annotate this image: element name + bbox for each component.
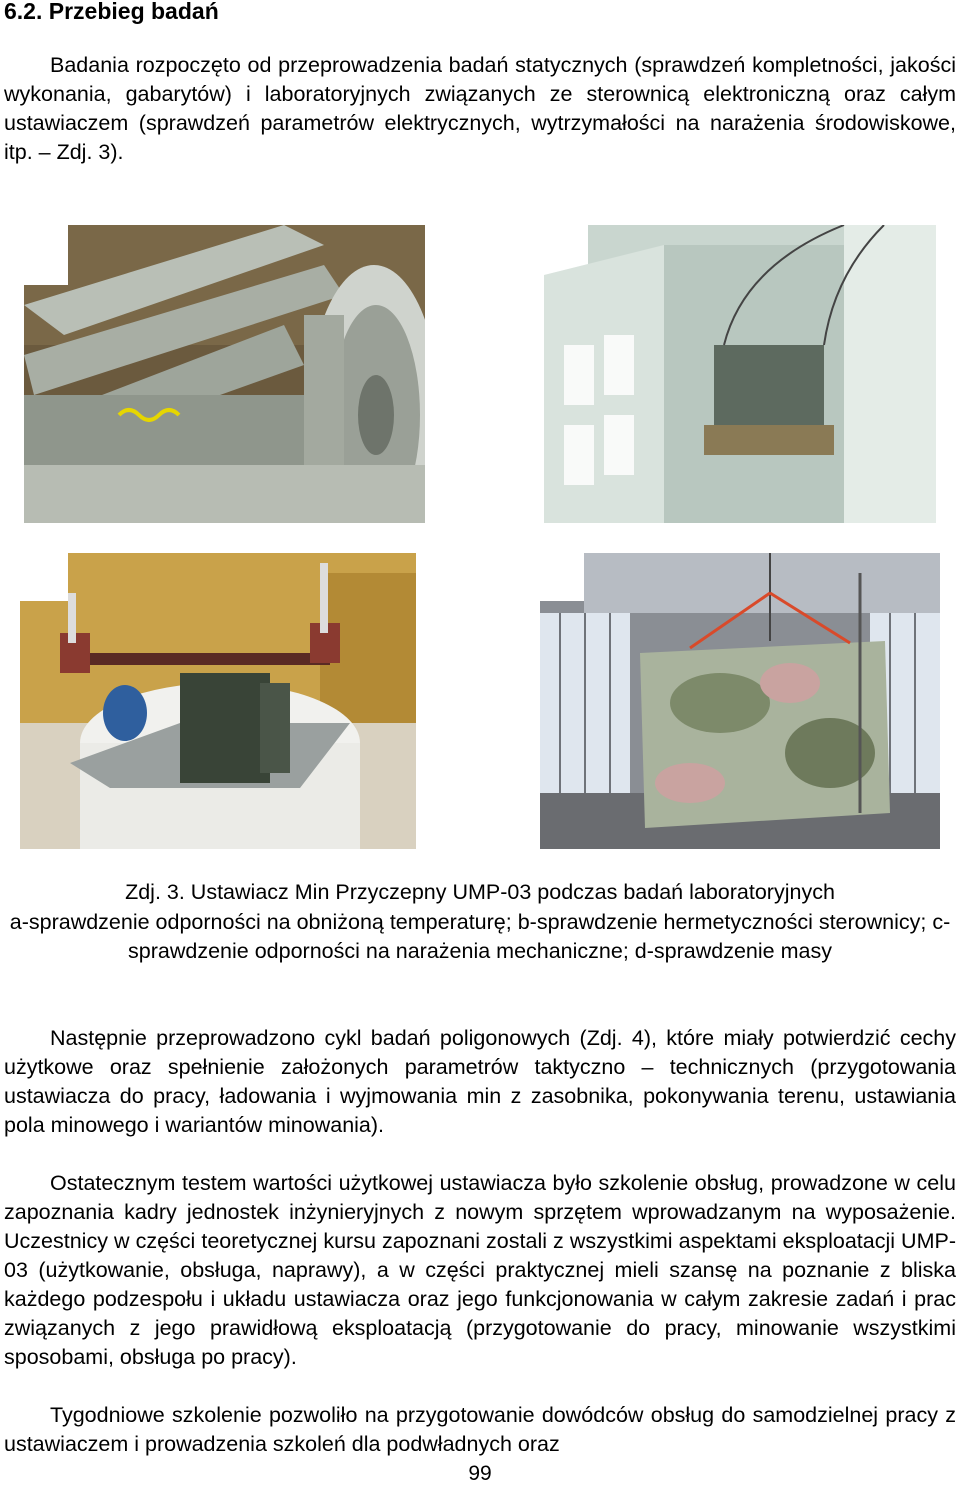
caption-description: a-sprawdzenie odporności na obniżoną temperaturę; b-sprawdzenie hermetyczności sterownicy; c-sprawdzenie odporności na narażenia mechaniczne; d-sprawdzenie masy — [9, 909, 951, 963]
paragraph-weekly-training: Tygodniowe szkolenie pozwoliło na przygotowanie dowódców obsług do samodzielnej pracy z ustawiaczem i prowadzenia szkoleń dla podwładnych oraz — [4, 1403, 956, 1456]
photo-a-low-temperature — [24, 225, 425, 523]
photo-c-mechanical — [20, 553, 416, 849]
paragraph-training: Ostatecznym testem wartości użytkowej ustawiacza było szkolenie obsług, prowadzone w celu zapoznania kadry jednostek inżynieryjnych z nowym sprzętem wprowadzanym na wyposażenie. Uczestnicy w części teoretycznej kursu zapoznani zostali z wszystkimi aspektami eksploatacji UMP-03 (użytkowanie, obsługa, naprawy), a w części praktycznej mieli szansę na poznanie z bliska każdego podzespołu i układu ustawiacza oraz jego funkcjonowania w całym zakresie zadań i prac związanych z jego prawidłową eksploatacją (przygotowanie do pracy, minowanie wszystkimi sposobami, obsługa po pracy). — [4, 1171, 956, 1369]
photo-b-hermeticity — [544, 225, 936, 523]
caption-title: Zdj. 3. Ustawiacz Min Przyczepny UMP-03 podczas badań laboratoryjnych — [125, 880, 835, 904]
section-heading: 6.2. Przebieg badań — [4, 0, 219, 24]
paragraph-field-tests: Następnie przeprowadzono cykl badań poligonowych (Zdj. 4), które miały potwierdzić cechy użytkowe oraz spełnienie założonych parametrów taktyczno – technicznych (przygotowania ustawiacza do pracy, ładowania i wyjmowania min z zasobnika, pokonywania terenu, ustawiania pola minowego i wariantów minowania). — [4, 1026, 956, 1137]
photo-d-mass — [540, 553, 940, 849]
paragraph-intro: Badania rozpoczęto od przeprowadzenia badań statycznych (sprawdzeń kompletności, jakości wykonania, gabarytów) i laboratoryjnych związanych ze sterownicą elektroniczną oraz całym ustawiaczem (sprawdzeń parametrów elektrycznych, wytrzymałości na narażenia środowiskowe, itp. – Zdj. 3). — [4, 53, 956, 164]
figure-caption — [4, 878, 956, 967]
page-number: 99 — [468, 1462, 492, 1485]
